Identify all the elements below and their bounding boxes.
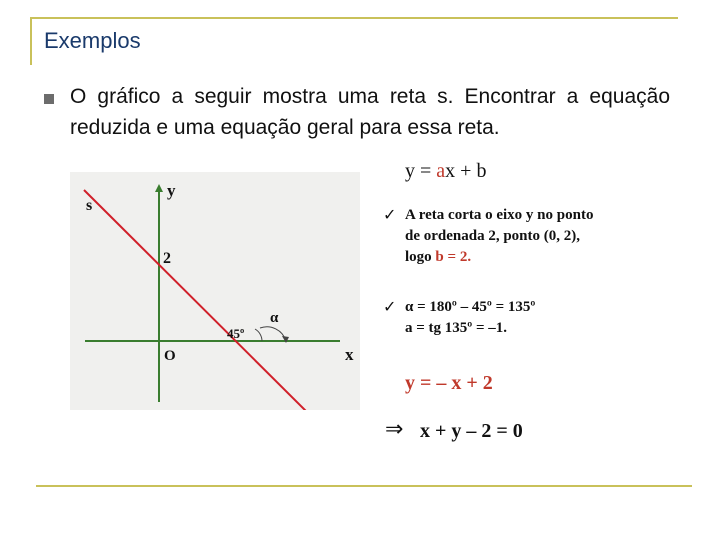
implies-arrow-icon: ⇒ bbox=[385, 416, 404, 441]
square-bullet-icon bbox=[44, 94, 54, 104]
reduced-equation: y = – x + 2 bbox=[405, 372, 493, 394]
equation-a-part: a bbox=[436, 160, 446, 182]
graph-panel bbox=[70, 172, 360, 410]
general-form-equation bbox=[405, 160, 486, 183]
line-s bbox=[84, 190, 320, 410]
note2-line2: a = tg 135º = –1. bbox=[405, 320, 508, 336]
origin-label: O bbox=[164, 348, 176, 364]
y-axis-arrow-icon bbox=[155, 184, 163, 192]
general-equation: x + y – 2 = 0 bbox=[420, 420, 523, 442]
problem-statement: O gráfico a seguir mostra uma reta s. Encontrar a equação reduzida e uma equação geral para essa reta. bbox=[70, 85, 670, 139]
angle-45-arc bbox=[255, 329, 262, 341]
angle-alpha-label: α bbox=[270, 310, 279, 326]
angle-alpha-arc bbox=[260, 327, 286, 341]
note-slope bbox=[405, 297, 535, 339]
y-axis-label: y bbox=[167, 181, 176, 200]
note1-line3-b: b bbox=[435, 249, 444, 265]
bottom-border bbox=[36, 485, 692, 487]
note1-line1: A reta corta o eixo y no ponto bbox=[405, 207, 594, 223]
note1-line2: de ordenada 2, ponto (0, 2), bbox=[405, 228, 581, 244]
angle-45-label: 45º bbox=[227, 326, 245, 341]
line-s-label: s bbox=[86, 197, 93, 214]
left-border bbox=[30, 17, 32, 65]
equation-y-part: y = bbox=[405, 160, 437, 182]
slide-title: Exemplos bbox=[44, 28, 141, 53]
x-axis-label: x bbox=[345, 345, 354, 364]
note-intercept bbox=[405, 205, 593, 268]
note1-line3-suffix: = 2. bbox=[443, 249, 472, 265]
note2-line1: α = 180º – 45º = 135º bbox=[405, 299, 536, 315]
equation-rest: x + b bbox=[445, 160, 487, 182]
checkmark-icon: ✓ bbox=[383, 207, 397, 224]
note1-line3 bbox=[405, 247, 593, 268]
y-intercept-label: 2 bbox=[163, 250, 171, 267]
checkmark-icon: ✓ bbox=[383, 299, 397, 316]
graph bbox=[70, 172, 360, 410]
note1-line3-prefix: logo bbox=[405, 249, 436, 265]
top-border bbox=[30, 17, 678, 19]
